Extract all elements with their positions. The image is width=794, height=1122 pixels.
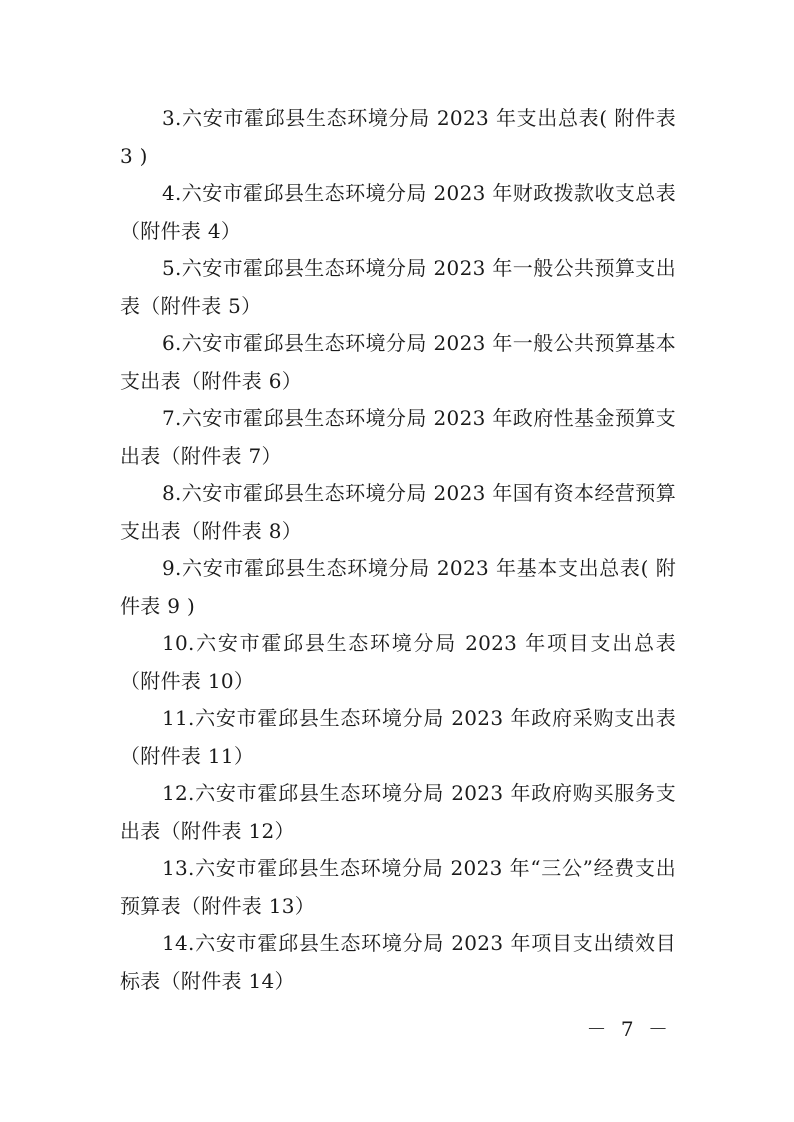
list-item: 9.六安市霍邱县生态环境分局 2023 年基本支出总表( 附件表 9 ) — [120, 556, 676, 618]
list-item: 3.六安市霍邱县生态环境分局 2023 年支出总表( 附件表 3 ) — [120, 106, 676, 168]
list-item: 5.六安市霍邱县生态环境分局 2023 年一般公共预算支出表（附件表 5） — [120, 256, 676, 318]
list-item: 13.六安市霍邱县生态环境分局 2023 年“三公”经费支出预算表（附件表 13） — [120, 856, 676, 918]
list-item: 8.六安市霍邱县生态环境分局 2023 年国有资本经营预算支出表（附件表 8） — [120, 481, 676, 543]
attachment-list — [120, 100, 676, 1000]
list-item: 11.六安市霍邱县生态环境分局 2023 年政府采购支出表（附件表 11） — [120, 706, 676, 768]
list-item: 4.六安市霍邱县生态环境分局 2023 年财政拨款收支总表（附件表 4） — [120, 181, 676, 243]
list-item: 12.六安市霍邱县生态环境分局 2023 年政府购买服务支出表（附件表 12） — [120, 781, 676, 843]
list-item: 14.六安市霍邱县生态环境分局 2023 年项目支出绩效目标表（附件表 14） — [120, 931, 676, 993]
list-item: 10.六安市霍邱县生态环境分局 2023 年项目支出总表（附件表 10） — [120, 631, 676, 693]
page-number: － 7 － — [586, 1017, 672, 1041]
list-item: 6.六安市霍邱县生态环境分局 2023 年一般公共预算基本支出表（附件表 6） — [120, 331, 676, 393]
list-item: 7.六安市霍邱县生态环境分局 2023 年政府性基金预算支出表（附件表 7） — [120, 406, 676, 468]
